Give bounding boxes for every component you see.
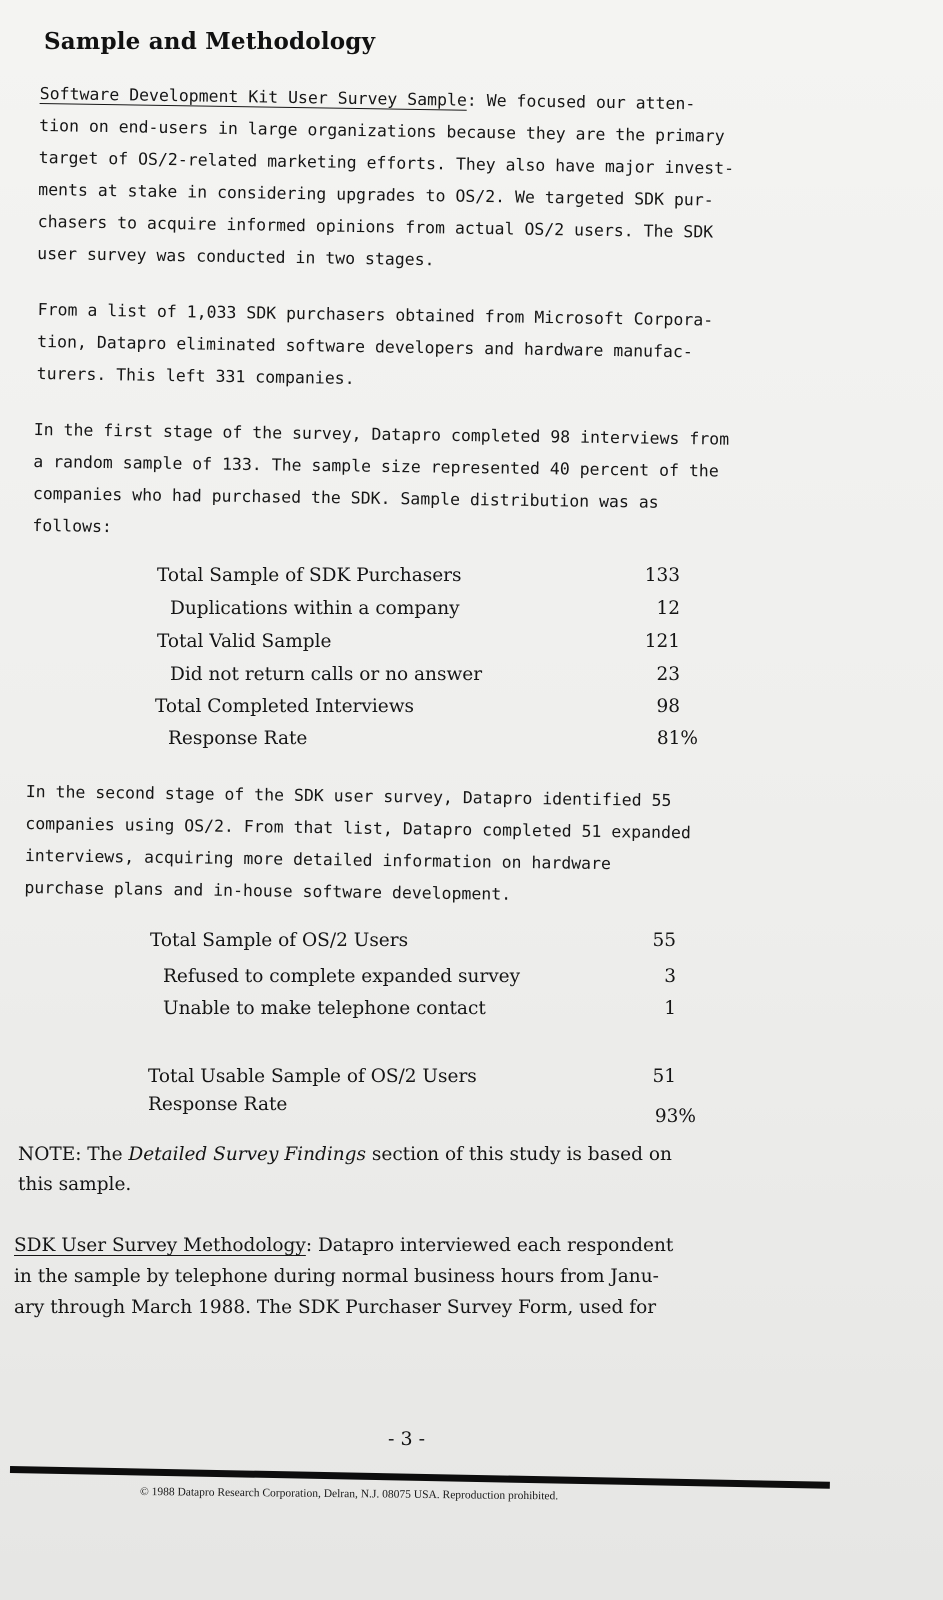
row-value: 3: [664, 966, 676, 987]
paragraph-line: user survey was conducted in two stages.: [37, 243, 435, 270]
row-label: Unable to make telephone contact: [163, 998, 486, 1019]
paragraph-line: turers. This left 331 companies.: [36, 363, 355, 388]
paragraph-line: a random sample of 133. The sample size represented 40 percent of the: [33, 451, 719, 481]
row-label: Total Usable Sample of OS/2 Users: [148, 1066, 477, 1087]
row-label: Total Completed Interviews: [155, 696, 415, 717]
paragraph-line: companies who had purchased the SDK. Sample distribution was as: [32, 483, 659, 512]
row-value: 93%: [654, 1106, 696, 1127]
paragraph-line: In the first stage of the survey, Datapro completed 98 interviews from: [33, 419, 730, 449]
row-value: 98: [656, 696, 680, 717]
row-label: Response Rate: [168, 728, 308, 749]
row-value: 1: [664, 998, 676, 1019]
row-value: 51: [652, 1066, 676, 1087]
paragraph-first-stage: [32, 414, 729, 552]
copyright-footer: © 1988 Datapro Research Corporation, Delran, N.J. 08075 USA. Reproduction prohibited.: [139, 1486, 559, 1503]
row-value: 12: [656, 598, 680, 619]
paragraph-line: tion, Datapro eliminated software developers and hardware manufac-: [37, 331, 693, 362]
paragraph-line: From a list of 1,033 SDK purchasers obtained from Microsoft Corpora-: [37, 299, 714, 330]
paragraph-line: follows:: [32, 515, 113, 537]
row-value: 121: [644, 631, 680, 652]
paragraph-line: ments at stake in considering upgrades to OS/2. We targeted SDK pur-: [38, 179, 714, 210]
note-line: this sample.: [18, 1174, 132, 1195]
sample-label: Software Development Kit User Survey Sample: [39, 83, 468, 110]
paragraph-purchasers: [36, 294, 713, 401]
paragraph-line: : Datapro interviewed each respondent: [305, 1235, 674, 1256]
section-heading: Sample and Methodology: [44, 28, 376, 55]
row-label: Total Valid Sample: [157, 631, 332, 652]
note-suffix: section of this study is based on: [366, 1144, 672, 1165]
row-label: Duplications within a company: [170, 598, 460, 619]
paragraph-line: ary through March 1988. The SDK Purchaser Survey Form, used for: [14, 1297, 657, 1318]
row-label: Total Sample of SDK Purchasers: [157, 565, 462, 586]
paragraph-line: target of OS/2-related marketing efforts. They also have major invest-: [38, 147, 735, 178]
row-value: 81%: [656, 728, 698, 749]
paragraph-line: chasers to acquire informed opinions from actual OS/2 users. The SDK: [37, 211, 714, 242]
row-label: Refused to complete expanded survey: [163, 966, 521, 987]
note-italic: Detailed Survey Findings: [128, 1144, 366, 1165]
page-number: - 3 -: [388, 1428, 426, 1450]
methodology-label: SDK User Survey Methodology: [14, 1235, 306, 1256]
paragraph-line: interviews, acquiring more detailed information on hardware: [24, 845, 612, 874]
paragraph-line: purchase plans and in-house software development.: [24, 877, 512, 904]
footer-rule: [10, 1466, 830, 1489]
row-value: 23: [656, 664, 680, 685]
row-label: Response Rate: [148, 1094, 288, 1115]
paragraph-second-stage: [24, 776, 691, 913]
paragraph-methodology: [14, 1230, 673, 1323]
row-label: Total Sample of OS/2 Users: [150, 930, 409, 951]
paragraph-line: in the sample by telephone during normal business hours from Janu-: [14, 1266, 659, 1287]
paragraph-sample: [37, 78, 735, 281]
paragraph-line: tion on end-users in large organizations because they are the primary: [39, 115, 725, 146]
row-value: 55: [652, 930, 676, 951]
note-prefix: NOTE: The: [18, 1144, 129, 1165]
row-value: 133: [644, 565, 680, 586]
paragraph-line: : We focused our atten-: [466, 90, 696, 114]
paragraph-line: In the second stage of the SDK user survey, Datapro identified 55: [25, 781, 672, 811]
row-label: Did not return calls or no answer: [170, 664, 483, 685]
paragraph-line: companies using OS/2. From that list, Datapro completed 51 expanded: [25, 813, 691, 843]
note: [18, 1140, 672, 1200]
